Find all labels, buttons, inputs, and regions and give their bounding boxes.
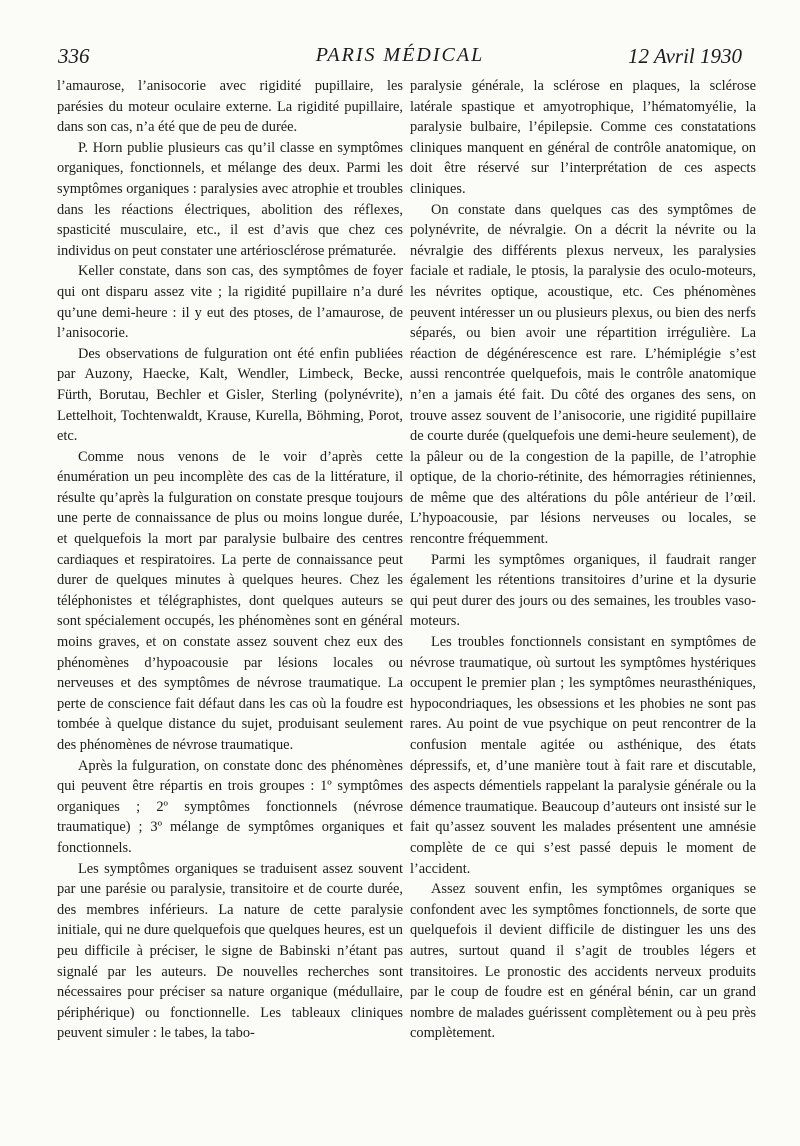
page-number: 336: [58, 44, 90, 68]
paragraph: Les symptômes organiques se traduisent assez souvent par une parésie ou paralysie, transitoire et de courte durée, des membres inférieurs. La nature de cette paralysie initiale, qui ne dure quelquefois que quelques heures, est un peu difficile à préciser, le signe de Babinski n’étant pas signalé par les auteurs. De nouvelles recherches sont nécessaires pour préciser sa nature organique (médullaire, périphérique) ou fonctionnelle. Les tableaux cliniques peuvent simuler : le tabes, la tabo-: [57, 860, 403, 1042]
paragraph: Comme nous venons de le voir d’après cette énumération un peu incomplète des cas de la littérature, il résulte qu’après la fulguration on constate presque toujours une perte de connaissance de plus ou moins longue durée, et quelquefois la mort par paralysie bulbaire des centres cardiaques et respiratoires. La perte de connaissance peut durer de quelques minutes à quelques heures. Chez les téléphonistes et télégraphistes, dont quelques auteurs se sont spécialement occupés, les phénomènes sont en général moins graves, et on constate assez souvent chez eux des phénomènes d’hypoacousie par lésions locales ou nerveuses et des symptômes de névrose traumatique. La perte de conscience fait défaut dans les cas où la foudre est tombée à quelque distance du sujet, produisant seulement des phénomènes de névrose traumatique.: [57, 448, 403, 753]
paragraph: P. Horn publie plusieurs cas qu’il classe en symptômes organiques, fonctionnels, et mélange des deux. Parmi les symptômes organiques : paralysies avec atrophie et troubles dans les réactions électriques, abolition des réflexes, spasticité musculaire, etc., il est d’avis que chez ces individus on peut constater une artériosclérose prématurée.: [57, 139, 403, 259]
left-column: [57, 76, 403, 1044]
paragraph: Les troubles fonctionnels consistant en symptômes de névrose traumatique, où surtout les symptômes hystériques occupent le premier plan ; les symptômes neurasthéniques, hypocondriaques, les obsessions et les phobies ne sont pas rares. Au point de vue psychique on peut rencontrer de la confusion mentale agitée ou asthénique, des états dépressifs, et, d’une manière tout à fait rare et discutable, des aspects démentiels rappelant la paralysie générale ou la démence traumatique. Beaucoup d’auteurs ont insisté sur le fait qu’assez souvent les malades présentent une amnésie complète de ce qui s’est passé depuis le moment de l’accident.: [410, 634, 756, 877]
paragraph: paralysie générale, la sclérose en plaques, la sclérose latérale spastique et amyotrophique, l’hématomyélie, la paralysie bulbaire, l’épilepsie. Comme ces constatations cliniques manquent en général de contrôle anatomique, on doit être réservé sur l’interprétation de ces aspects cliniques.: [410, 78, 756, 197]
right-column: [410, 76, 756, 1044]
issue-date: 12 Avril 1930: [628, 44, 742, 68]
paragraph: On constate dans quelques cas des symptômes de polynévrite, de névralgie. On a décrit la névrite ou la névralgie des différents plexus nerveux, les paralysies faciale et radiale, le ptosis, la paralysie des oculo-moteurs, les névrites optique, acoustique, etc. Ces phénomènes peuvent intéresser un ou plusieurs plexus, ou bien des nerfs séparés, ou bien avoir une répartition irrégulière. La réaction de dégénérescence est rare. L’hémiplégie s’est aussi rencontrée quelquefois, mais le contrôle anatomique n’en a jamais été fait. Du côté des organes des sens, on trouve assez souvent de l’anisocorie, une rigidité pupillaire de courte durée (quelquefois une demi-heure seulement), de la pâleur ou de la congestion de la papille, de l’atrophie optique, de la chorio-rétinite, des hémorragies rétiniennes, de même que des altérations du pôle antérieur de l’œil. L’hypoacousie, par lésions nerveuses ou locales, se rencontre fréquemment.: [410, 201, 756, 548]
paragraph: Assez souvent enfin, les symptômes organiques se confondent avec les symptômes fonctionnels, de sorte que quelquefois il devient difficile de distinguer les uns des autres, surtout quand il s’agit de troubles légers et transitoires. Le pronostic des accidents nerveux produits par le coup de foudre est en général bénin, car un grand nombre de malades guérissent complètement ou à peu près complètement.: [410, 881, 756, 1042]
paragraph: Après la fulguration, on constate donc des phénomènes qui peuvent être répartis en trois groupes : 1º symptômes organiques ; 2º symptômes fonctionnels (névrose traumatique) ; 3º mélange de symptômes organiques et fonctionnels.: [57, 757, 403, 856]
paragraph: Parmi les symptômes organiques, il faudrait ranger également les rétentions transitoires d’urine et la dysurie qui peut durer des jours ou des semaines, les troubles vaso-moteurs.: [410, 551, 756, 630]
paragraph: Keller constate, dans son cas, des symptômes de foyer qui ont disparu assez vite ; la rigidité pupillaire n’a duré qu’une demi-heure : il y eut des ptoses, de l’amaurose, de l’anisocorie.: [57, 263, 403, 342]
journal-title: PARIS MÉDICAL: [315, 44, 485, 66]
paragraph: l’amaurose, l’anisocorie avec rigidité pupillaire, les parésies du moteur oculaire externe. La rigidité pupillaire, dans son cas, n’a été que de peu de durée.: [57, 78, 403, 136]
page-header: [58, 42, 742, 74]
paragraph: Des observations de fulguration ont été enfin publiées par Auzony, Haecke, Kalt, Wendler, Limbeck, Becke, Fürth, Borutau, Bechler et Gisler, Sterling (polynévrite), Lettelhoit, Tochtenwaldt, Krause, Kurella, Böhming, Porot, etc.: [57, 345, 403, 445]
